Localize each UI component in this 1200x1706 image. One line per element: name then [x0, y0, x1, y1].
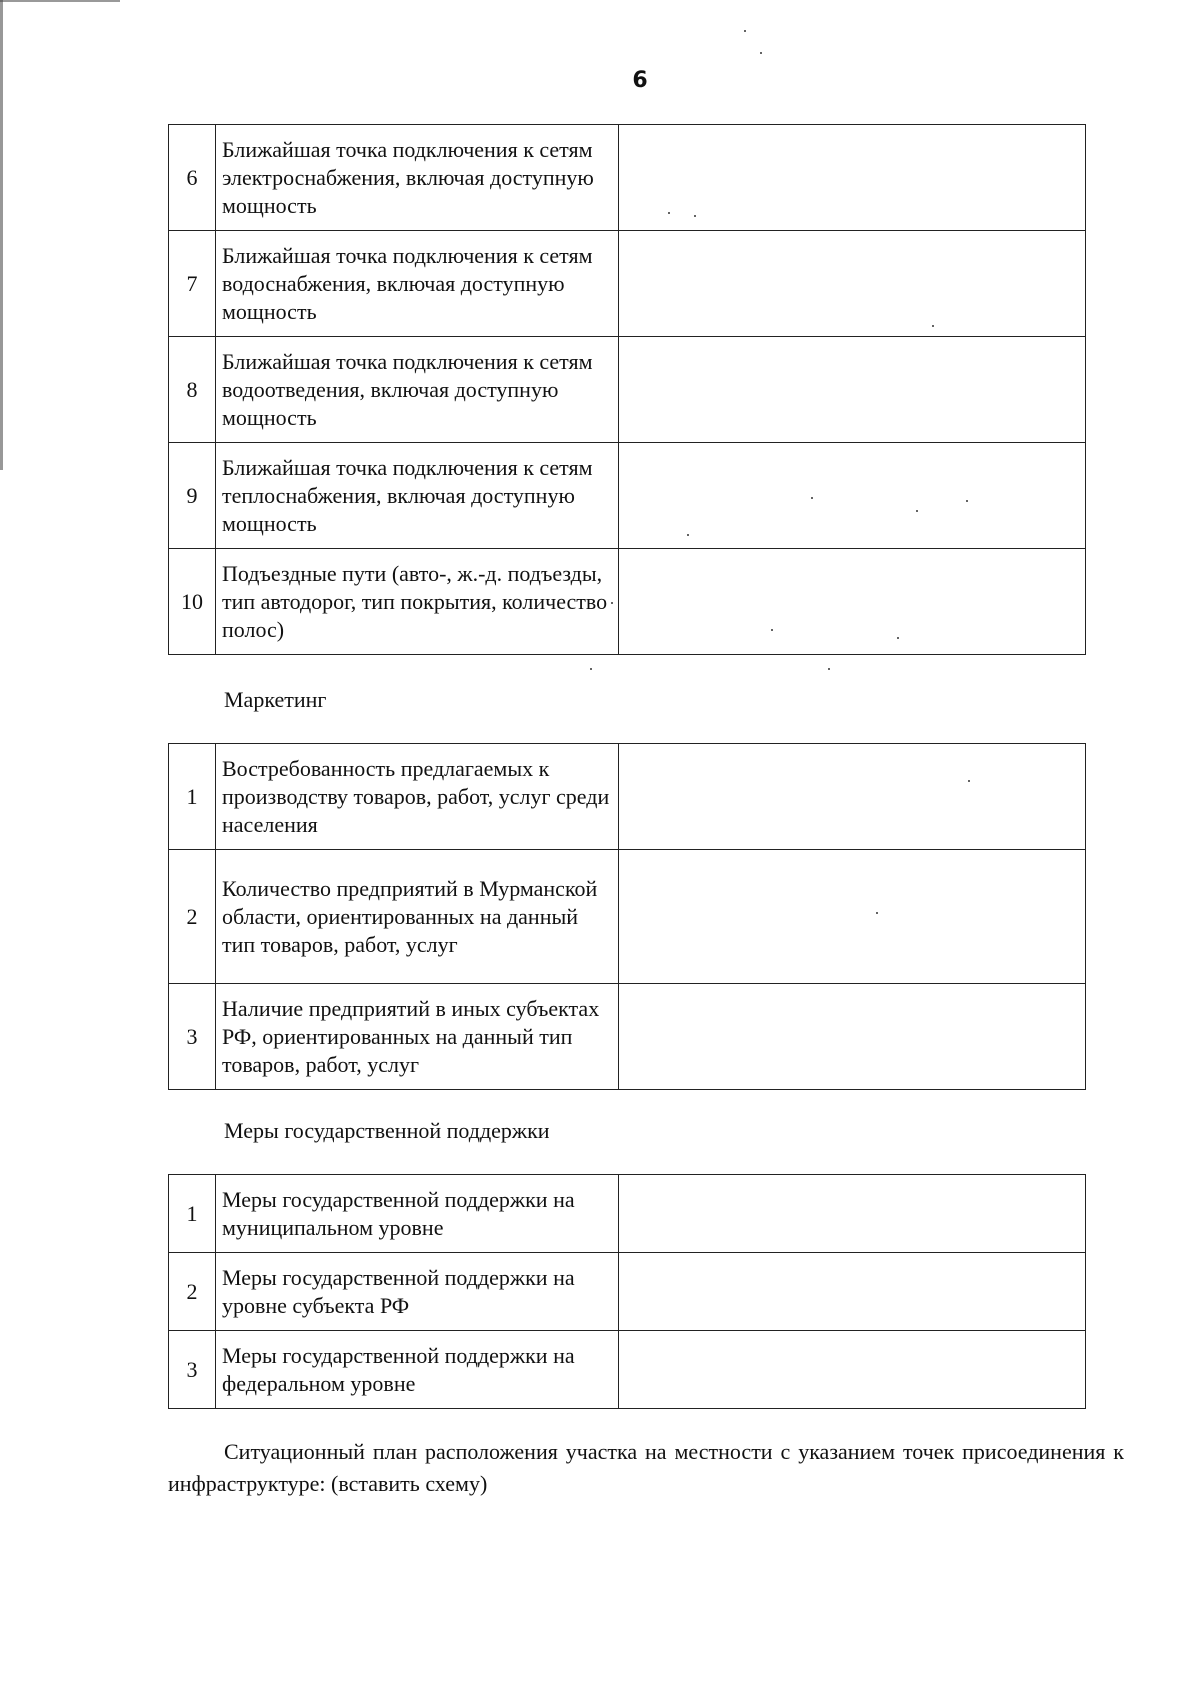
table-row: [169, 1175, 1086, 1253]
table-row: [169, 337, 1086, 443]
scan-speck: [744, 30, 746, 32]
row-value-cell[interactable]: [619, 125, 1086, 231]
scan-speck: [828, 668, 830, 670]
row-value-cell[interactable]: [619, 1331, 1086, 1409]
row-number: 3: [169, 984, 216, 1090]
row-number: 9: [169, 443, 216, 549]
scan-speck: [668, 212, 670, 214]
row-number: 2: [169, 1253, 216, 1331]
scan-speck: [876, 912, 878, 914]
scan-speck: [916, 510, 918, 512]
row-label: Востребованность предлагаемых к производству товаров, работ, услуг среди населения: [216, 744, 619, 850]
scan-speck: [811, 497, 813, 499]
table-row: [169, 549, 1086, 655]
marketing-table: [168, 743, 1086, 1090]
row-label: Меры государственной поддержки на федеральном уровне: [216, 1331, 619, 1409]
table-row: [169, 1331, 1086, 1409]
scan-speck: [687, 534, 689, 536]
row-value-cell[interactable]: [619, 549, 1086, 655]
row-number: 7: [169, 231, 216, 337]
scan-speck: [590, 668, 592, 670]
row-value-cell[interactable]: [619, 744, 1086, 850]
row-label: Ближайшая точка подключения к сетям электроснабжения, включая доступную мощность: [216, 125, 619, 231]
scan-speck: [968, 780, 970, 782]
row-number: 3: [169, 1331, 216, 1409]
row-number: 1: [169, 744, 216, 850]
row-number: 1: [169, 1175, 216, 1253]
section-heading-marketing: Маркетинг: [224, 687, 327, 712]
row-number: 6: [169, 125, 216, 231]
table-row: [169, 125, 1086, 231]
scan-speck: [611, 602, 613, 604]
scan-speck: [694, 215, 696, 217]
scan-speck: [966, 500, 968, 502]
row-value-cell[interactable]: [619, 1253, 1086, 1331]
scan-speck: [932, 325, 934, 327]
section-heading-state-support: Меры государственной поддержки: [224, 1118, 550, 1143]
table-row: [169, 443, 1086, 549]
scan-edge-line: [0, 0, 3, 470]
row-number: 2: [169, 850, 216, 984]
page-number: 6: [632, 68, 648, 93]
infrastructure-table: [168, 124, 1086, 655]
row-label: Подъездные пути (авто-, ж.-д. подъезды, тип автодорог, тип покрытия, количество полос): [216, 549, 619, 655]
row-label: Меры государственной поддержки на муниципальном уровне: [216, 1175, 619, 1253]
row-label: Ближайшая точка подключения к сетям водоотведения, включая доступную мощность: [216, 337, 619, 443]
row-value-cell[interactable]: [619, 443, 1086, 549]
state-support-table: [168, 1174, 1086, 1409]
table-row: [169, 231, 1086, 337]
table-row: [169, 1253, 1086, 1331]
table-row: [169, 744, 1086, 850]
row-label: Меры государственной поддержки на уровне субъекта РФ: [216, 1253, 619, 1331]
row-value-cell[interactable]: [619, 850, 1086, 984]
row-value-cell[interactable]: [619, 231, 1086, 337]
table-row: [169, 850, 1086, 984]
row-number: 10: [169, 549, 216, 655]
row-value-cell[interactable]: [619, 984, 1086, 1090]
row-value-cell[interactable]: [619, 337, 1086, 443]
scan-top-rule: [0, 0, 120, 2]
row-number: 8: [169, 337, 216, 443]
scan-speck: [897, 637, 899, 639]
scan-speck: [760, 52, 762, 54]
table-row: [169, 984, 1086, 1090]
row-label: Ближайшая точка подключения к сетям теплоснабжения, включая доступную мощность: [216, 443, 619, 549]
row-label: Количество предприятий в Мурманской области, ориентированных на данный тип товаров, работ, услуг: [216, 850, 619, 984]
scan-speck: [771, 629, 773, 631]
row-label: Наличие предприятий в иных субъектах РФ, ориентированных на данный тип товаров, работ, услуг: [216, 984, 619, 1090]
row-value-cell[interactable]: [619, 1175, 1086, 1253]
row-label: Ближайшая точка подключения к сетям водоснабжения, включая доступную мощность: [216, 231, 619, 337]
situation-plan-paragraph: Ситуационный план расположения участка на местности с указанием точек присоединения к инфраструктуре: (вставить схему): [168, 1439, 1124, 1496]
